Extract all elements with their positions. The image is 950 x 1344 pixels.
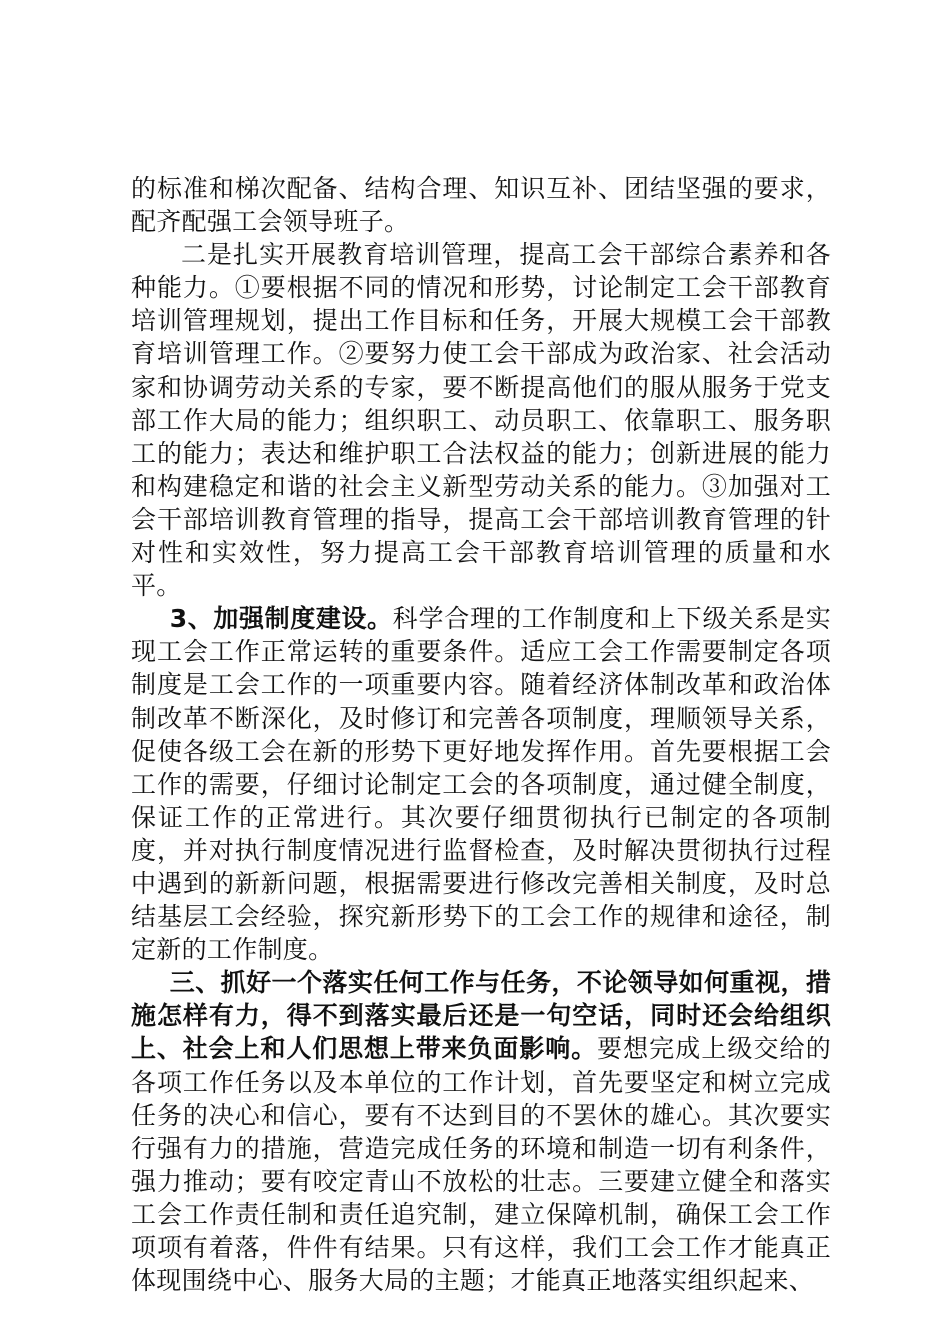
section-body-implementation: 要想完成上级交给的各项工作任务以及本单位的工作计划，首先要坚定和树立完成任务的决心和信心，要有不达到目的不罢休的雄心。其次要实行强有力的措施，营造完成任务的环境和制造一切有利条件，强力推动；要有咬定青山不放松的壮志。三要建立健全和落实工会工作责任制和责任追究制，建立保障机制，确保工会工作项项有着落，件件有结果。只有这样，我们工会工作才能真正体现围绕中心、服务大局的主题；才能真正地落实组织起来、 bbox=[131, 1034, 831, 1296]
paragraph-system-building bbox=[131, 602, 831, 966]
paragraph-implementation bbox=[131, 966, 831, 1297]
section-heading-implementation: 三、抓好一个落实任何工作与任务，不论领导如何重视，措施怎样有力，得不到落实最后还是一句空话，同时还会给组织上、社会上和人们思想上带来负面影响。 bbox=[131, 968, 831, 1064]
paragraph-training: 二是扎实开展教育培训管理，提高工会干部综合素养和各种能力。①要根据不同的情况和形势，讨论制定工会干部教育培训管理规划，提出工作目标和任务，开展大规模工会干部教育培训管理工作。②要努力使工会干部成为政治家、社会活动家和协调劳动关系的专家，要不断提高他们的服从服务于党支部工作大局的能力；组织职工、动员职工、依靠职工、服务职工的能力；表达和维护职工合法权益的能力；创新进展的能力和构建稳定和谐的社会主义新型劳动关系的能力。③加强对工会干部培训教育管理的指导，提高工会干部培训教育管理的针对性和实效性，努力提高工会干部教育培训管理的质量和水平。 bbox=[131, 240, 831, 601]
section-heading-system-building: 3、加强制度建设。 bbox=[169, 604, 393, 634]
document-body bbox=[131, 172, 831, 1297]
paragraph-continuation: 的标准和梯次配备、结构合理、知识互补、团结坚强的要求，配齐配强工会领导班子。 bbox=[131, 174, 831, 237]
section-body-system-building: 科学合理的工作制度和上下级关系是实现工会工作正常运转的重要条件。适应工会工作需要制定各项制度是工会工作的一项重要内容。随着经济体制改革和政治体制改革不断深化，及时修订和完善各项制度，理顺领导关系，促使各级工会在新的形势下更好地发挥作用。首先要根据工会工作的需要，仔细讨论制定工会的各项制度，通过健全制度，保证工作的正常进行。其次要仔细贯彻执行已制定的各项制度，并对执行制度情况进行监督检查，及时解决贯彻执行过程中遇到的新新问题，根据需要进行修改完善相关制度，及时总结基层工会经验，探究新形势下的工会工作的规律和途径，制定新的工作制度。 bbox=[131, 604, 831, 965]
